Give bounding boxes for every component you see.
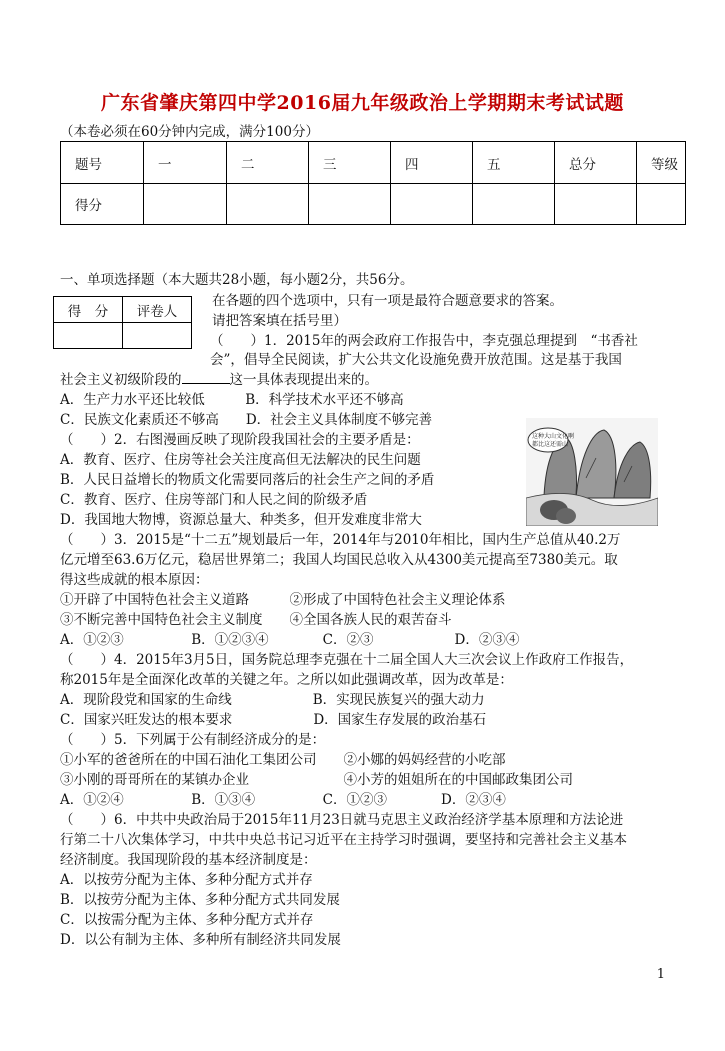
cartoon-bubble-text: 都比这还需山 (532, 441, 569, 448)
cartoon-bubble-text: 这种大山文化啊 (532, 433, 575, 440)
score-cell[interactable] (309, 184, 391, 225)
question-5-options: A．①②④ B．①③④ C．①②③ D．②③④ (60, 792, 506, 808)
question-1-text-post: 这一具体表现提出来的。 (229, 372, 378, 388)
score-header-cell: 二 (227, 142, 309, 184)
question-6-option-b: B．以按劳分配为主体、多种分配方式共同发展 (60, 892, 340, 908)
score-header-cell: 题号 (61, 142, 144, 184)
section-instruction: 在各题的四个选项中，只有一项是最符合题意要求的答案。 (212, 293, 563, 309)
score-header-cell: 总分 (555, 142, 637, 184)
section-heading: 一、单项选择题（本大题共28小题，每小题2分，共56分。 (60, 272, 414, 288)
score-cell[interactable] (473, 184, 555, 225)
question-5-text: （ ）5．下列属于公有制经济成分的是： (60, 732, 326, 748)
score-header-cell: 五 (473, 142, 555, 184)
score-row-label: 得分 (61, 184, 144, 225)
question-1-text: 会”，倡导全民阅读，扩大公共文化设施免费开放范围。这是基于我国 (210, 352, 622, 368)
question-3-items: ③不断完善中国特色社会主义制度 ④全国各族人民的艰苦奋斗 (60, 612, 452, 628)
question-5-items: ③小刚的哥哥所在的某镇办企业 ④小芳的姐姐所在的中国邮政集团公司 (60, 772, 573, 788)
score-header-cell: 三 (309, 142, 391, 184)
score-cell[interactable] (555, 184, 637, 225)
question-6-text: 经济制度。我国现阶段的基本经济制度是： (60, 852, 317, 868)
page-title: 广东省肇庆第四中学2016届九年级政治上学期期末考试试题 (101, 92, 624, 114)
question-4-text: （ ）4．2015年3月5日，国务院总理李克强在十二届全国人大三次会议上作政府工作报告， (60, 652, 634, 668)
score-cell[interactable] (144, 184, 227, 225)
question-2-option-a: A．教育、医疗、住房等社会关注度高但无法解决的民生问题 (60, 452, 421, 468)
answer-blank[interactable] (182, 369, 230, 384)
score-cell[interactable] (637, 184, 686, 225)
question-3-options: A．①②③ B．①②③④ C．②③ D．②③④ (60, 632, 520, 648)
exam-note: （本卷必须在60分钟内完成，满分100分） (60, 124, 319, 140)
question-6-text: （ ）6．中共中央政治局于2015年11月23日就马克思主义政治经济学基本原理和方法论进 (60, 812, 624, 828)
grader-name-label: 评卷人 (123, 297, 192, 323)
question-1-text (60, 368, 378, 388)
score-cell[interactable] (227, 184, 309, 225)
question-6-option-c: C．以按需分配为主体、多种分配方式并存 (60, 912, 314, 928)
question-2-option-c: C．教育、医疗、住房等部门和人民之间的阶级矛盾 (60, 492, 368, 508)
question-3-items: ①开辟了中国特色社会主义道路 ②形成了中国特色社会主义理论体系 (60, 592, 506, 608)
grader-table (53, 296, 192, 349)
score-table (60, 141, 686, 225)
question-2-option-b: B．人民日益增长的物质文化需要同落后的社会生产之间的矛盾 (60, 472, 435, 488)
question-5-items: ①小军的爸爸所在的中国石油化工集团公司 ②小娜的妈妈经营的小吃部 (60, 752, 506, 768)
score-header-cell: 四 (391, 142, 473, 184)
question-3-text: 亿元增至63.6万亿元，稳居世界第二；我国人均国民总收入从4300美元提高至7380美元。取 (60, 552, 618, 568)
question-3-text: （ ）3．2015是“十二五”规划最后一年，2014年与2010年相比，国内生产总值从40.2万 (60, 532, 621, 548)
grader-name-cell[interactable] (123, 323, 192, 349)
score-cell[interactable] (391, 184, 473, 225)
question-1-options: A．生产力水平还比较低 B．科学技术水平还不够高 (60, 392, 404, 408)
page-number: 1 (656, 967, 665, 982)
question-1-text-pre: 社会主义初级阶段的 (60, 372, 182, 388)
section-instruction: 请把答案填在括号里） (212, 313, 347, 329)
cartoon-image (526, 418, 658, 526)
question-6-text: 行第二十八次集体学习，中共中央总书记习近平在主持学习时强调，要坚持和完善社会主义基本 (60, 832, 627, 848)
question-4-text: 称2015年是全面深化改革的关键之年。之所以如此强调改革，因为改革是： (60, 672, 513, 688)
score-header-cell: 一 (144, 142, 227, 184)
question-1-options: C．民族文化素质还不够高 D．社会主义具体制度不够完善 (60, 412, 433, 428)
score-header-cell: 等级 (637, 142, 686, 184)
question-4-options: C．国家兴旺发达的根本要求 D．国家生存发展的政治基石 (60, 712, 487, 728)
grader-score-cell[interactable] (54, 323, 123, 349)
question-2-option-d: D．我国地大物博，资源总量大、种类多，但开发难度非常大 (60, 512, 422, 528)
question-6-option-a: A．以按劳分配为主体、多种分配方式并存 (60, 872, 313, 888)
question-4-options: A．现阶段党和国家的生命线 B．实现民族复兴的强大动力 (60, 692, 485, 708)
question-3-text: 得这些成就的根本原因： (60, 572, 209, 588)
question-1-text: （ ）1．2015年的两会政府工作报告中，李克强总理提到 “书香社 (210, 333, 638, 349)
grader-score-label: 得 分 (54, 297, 123, 323)
question-2-text: （ ）2．右图漫画反映了现阶段我国社会的主要矛盾是： (60, 432, 420, 448)
question-6-option-d: D．以公有制为主体、多种所有制经济共同发展 (60, 932, 341, 948)
